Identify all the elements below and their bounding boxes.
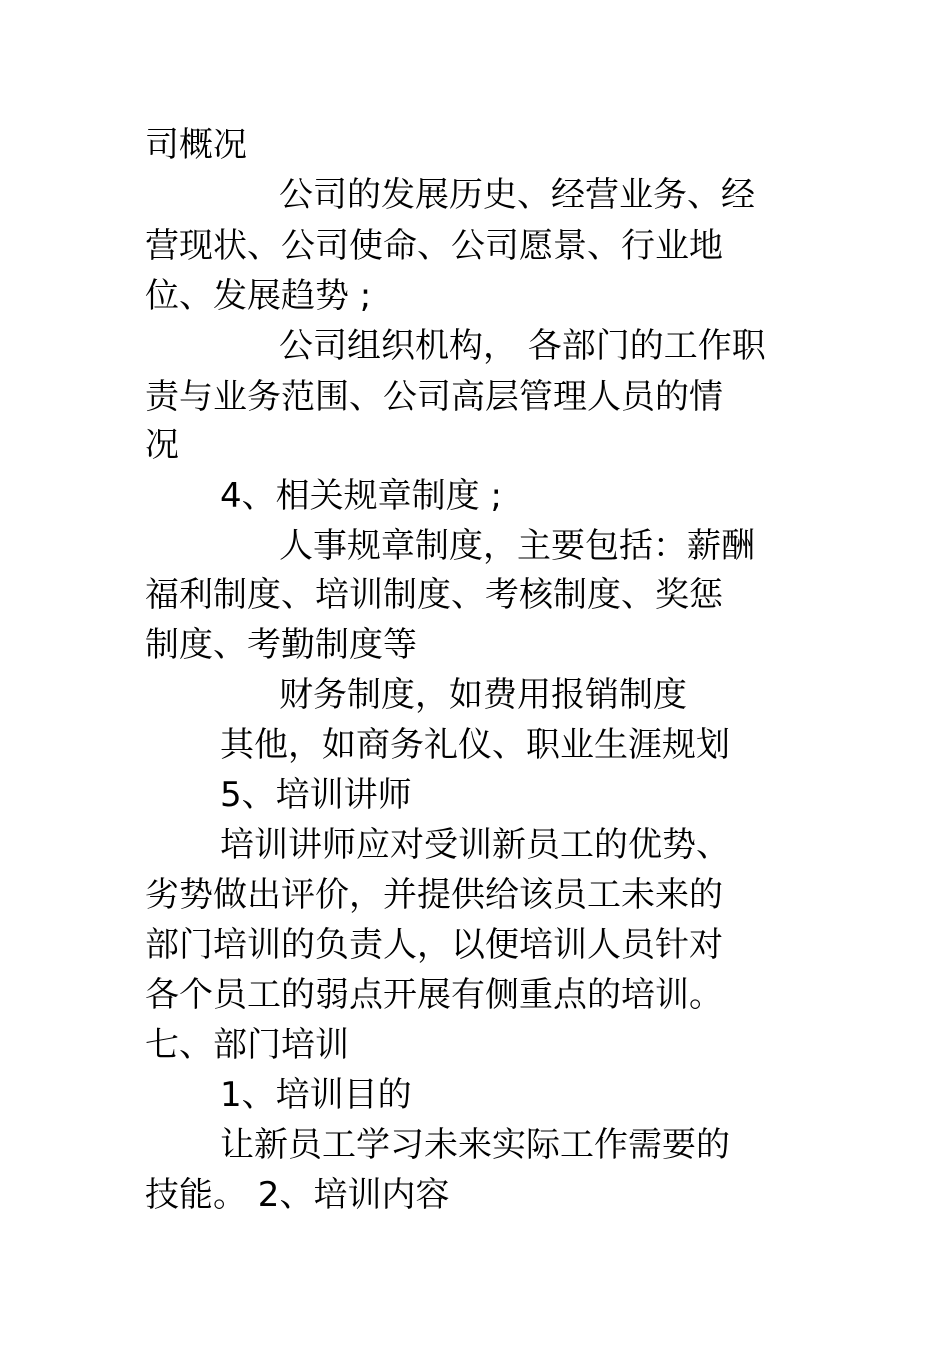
text-line: 福利制度、培训制度、考核制度、奖惩 (145, 575, 723, 615)
text-line: 培训讲师应对受训新员工的优势、 (220, 825, 730, 865)
text-line: 人事规章制度，主要包括：薪酬 (279, 526, 755, 566)
text-line: 司概况 (145, 125, 247, 165)
text-line: 4、相关规章制度 ; (220, 476, 502, 516)
section-heading: 七、部门培训 (145, 1025, 349, 1065)
text-line: 财务制度，如费用报销制度 (279, 675, 687, 715)
text-line: 公司组织机构， 各部门的工作职 (279, 326, 766, 366)
text-line: 5、培训讲师 (220, 775, 412, 815)
text-line: 况 (145, 425, 179, 465)
text-line: 责与业务范围、公司高层管理人员的情 (145, 377, 723, 417)
text-line: 技能。 2、培训内容 (145, 1175, 450, 1215)
text-line: 各个员工的弱点开展有侧重点的培训。 (145, 975, 723, 1015)
text-line: 让新员工学习未来实际工作需要的 (220, 1125, 730, 1165)
text-line: 公司的发展历史、经营业务、经 (279, 175, 755, 215)
text-line: 营现状、公司使命、公司愿景、行业地 (145, 226, 723, 266)
text-line: 部门培训的负责人，以便培训人员针对 (145, 925, 723, 965)
text-line: 位、发展趋势 ; (145, 276, 372, 316)
text-line: 其他，如商务礼仪、职业生涯规划 (220, 725, 730, 765)
text-line: 劣势做出评价，并提供给该员工未来的 (145, 875, 723, 915)
text-line: 1、培训目的 (220, 1075, 412, 1115)
text-line: 制度、考勤制度等 (145, 625, 417, 665)
